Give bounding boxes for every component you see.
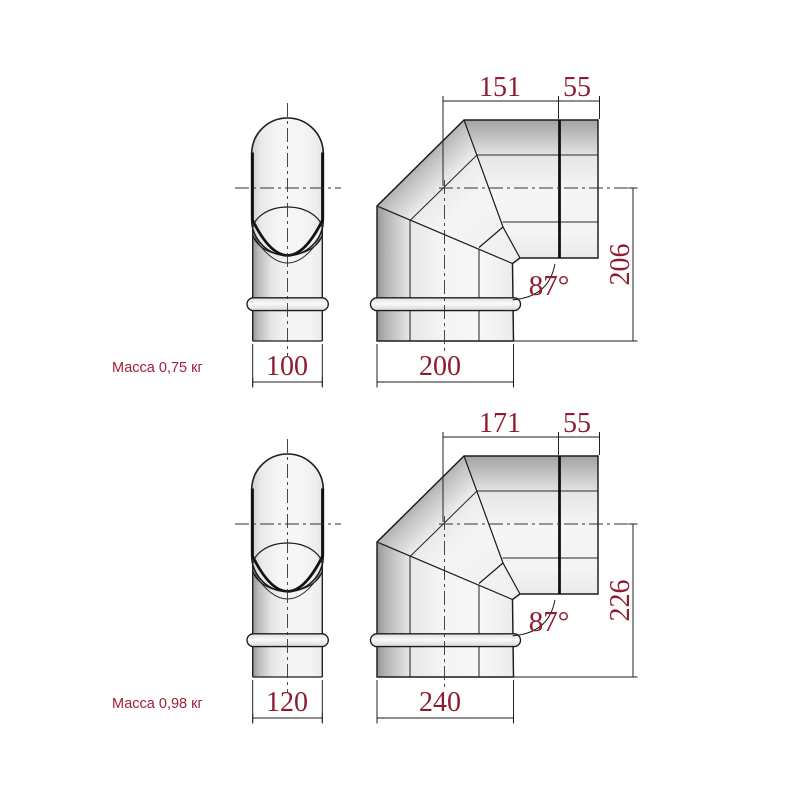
elbow-drawing-top [235,96,638,388]
dim-front-diameter: 120 [266,687,308,718]
dim-vertical-height: 206 [605,243,636,286]
dim-horizontal-run: 151 [479,72,521,103]
dim-bend-angle: 87° [528,270,570,302]
mass-label: Масса 0,98 кг [112,696,203,712]
dim-socket-length: 55 [563,408,591,439]
dim-socket-length: 55 [563,72,591,103]
dim-vertical-height: 226 [605,579,636,622]
dim-side-width: 200 [419,351,461,382]
mass-label: Масса 0,75 кг [112,360,203,376]
dim-side-width: 240 [419,687,461,718]
dim-horizontal-run: 171 [479,408,521,439]
dim-bend-angle: 87° [528,606,570,638]
dim-front-diameter: 100 [266,351,308,382]
elbow-drawing-bottom [235,432,638,724]
